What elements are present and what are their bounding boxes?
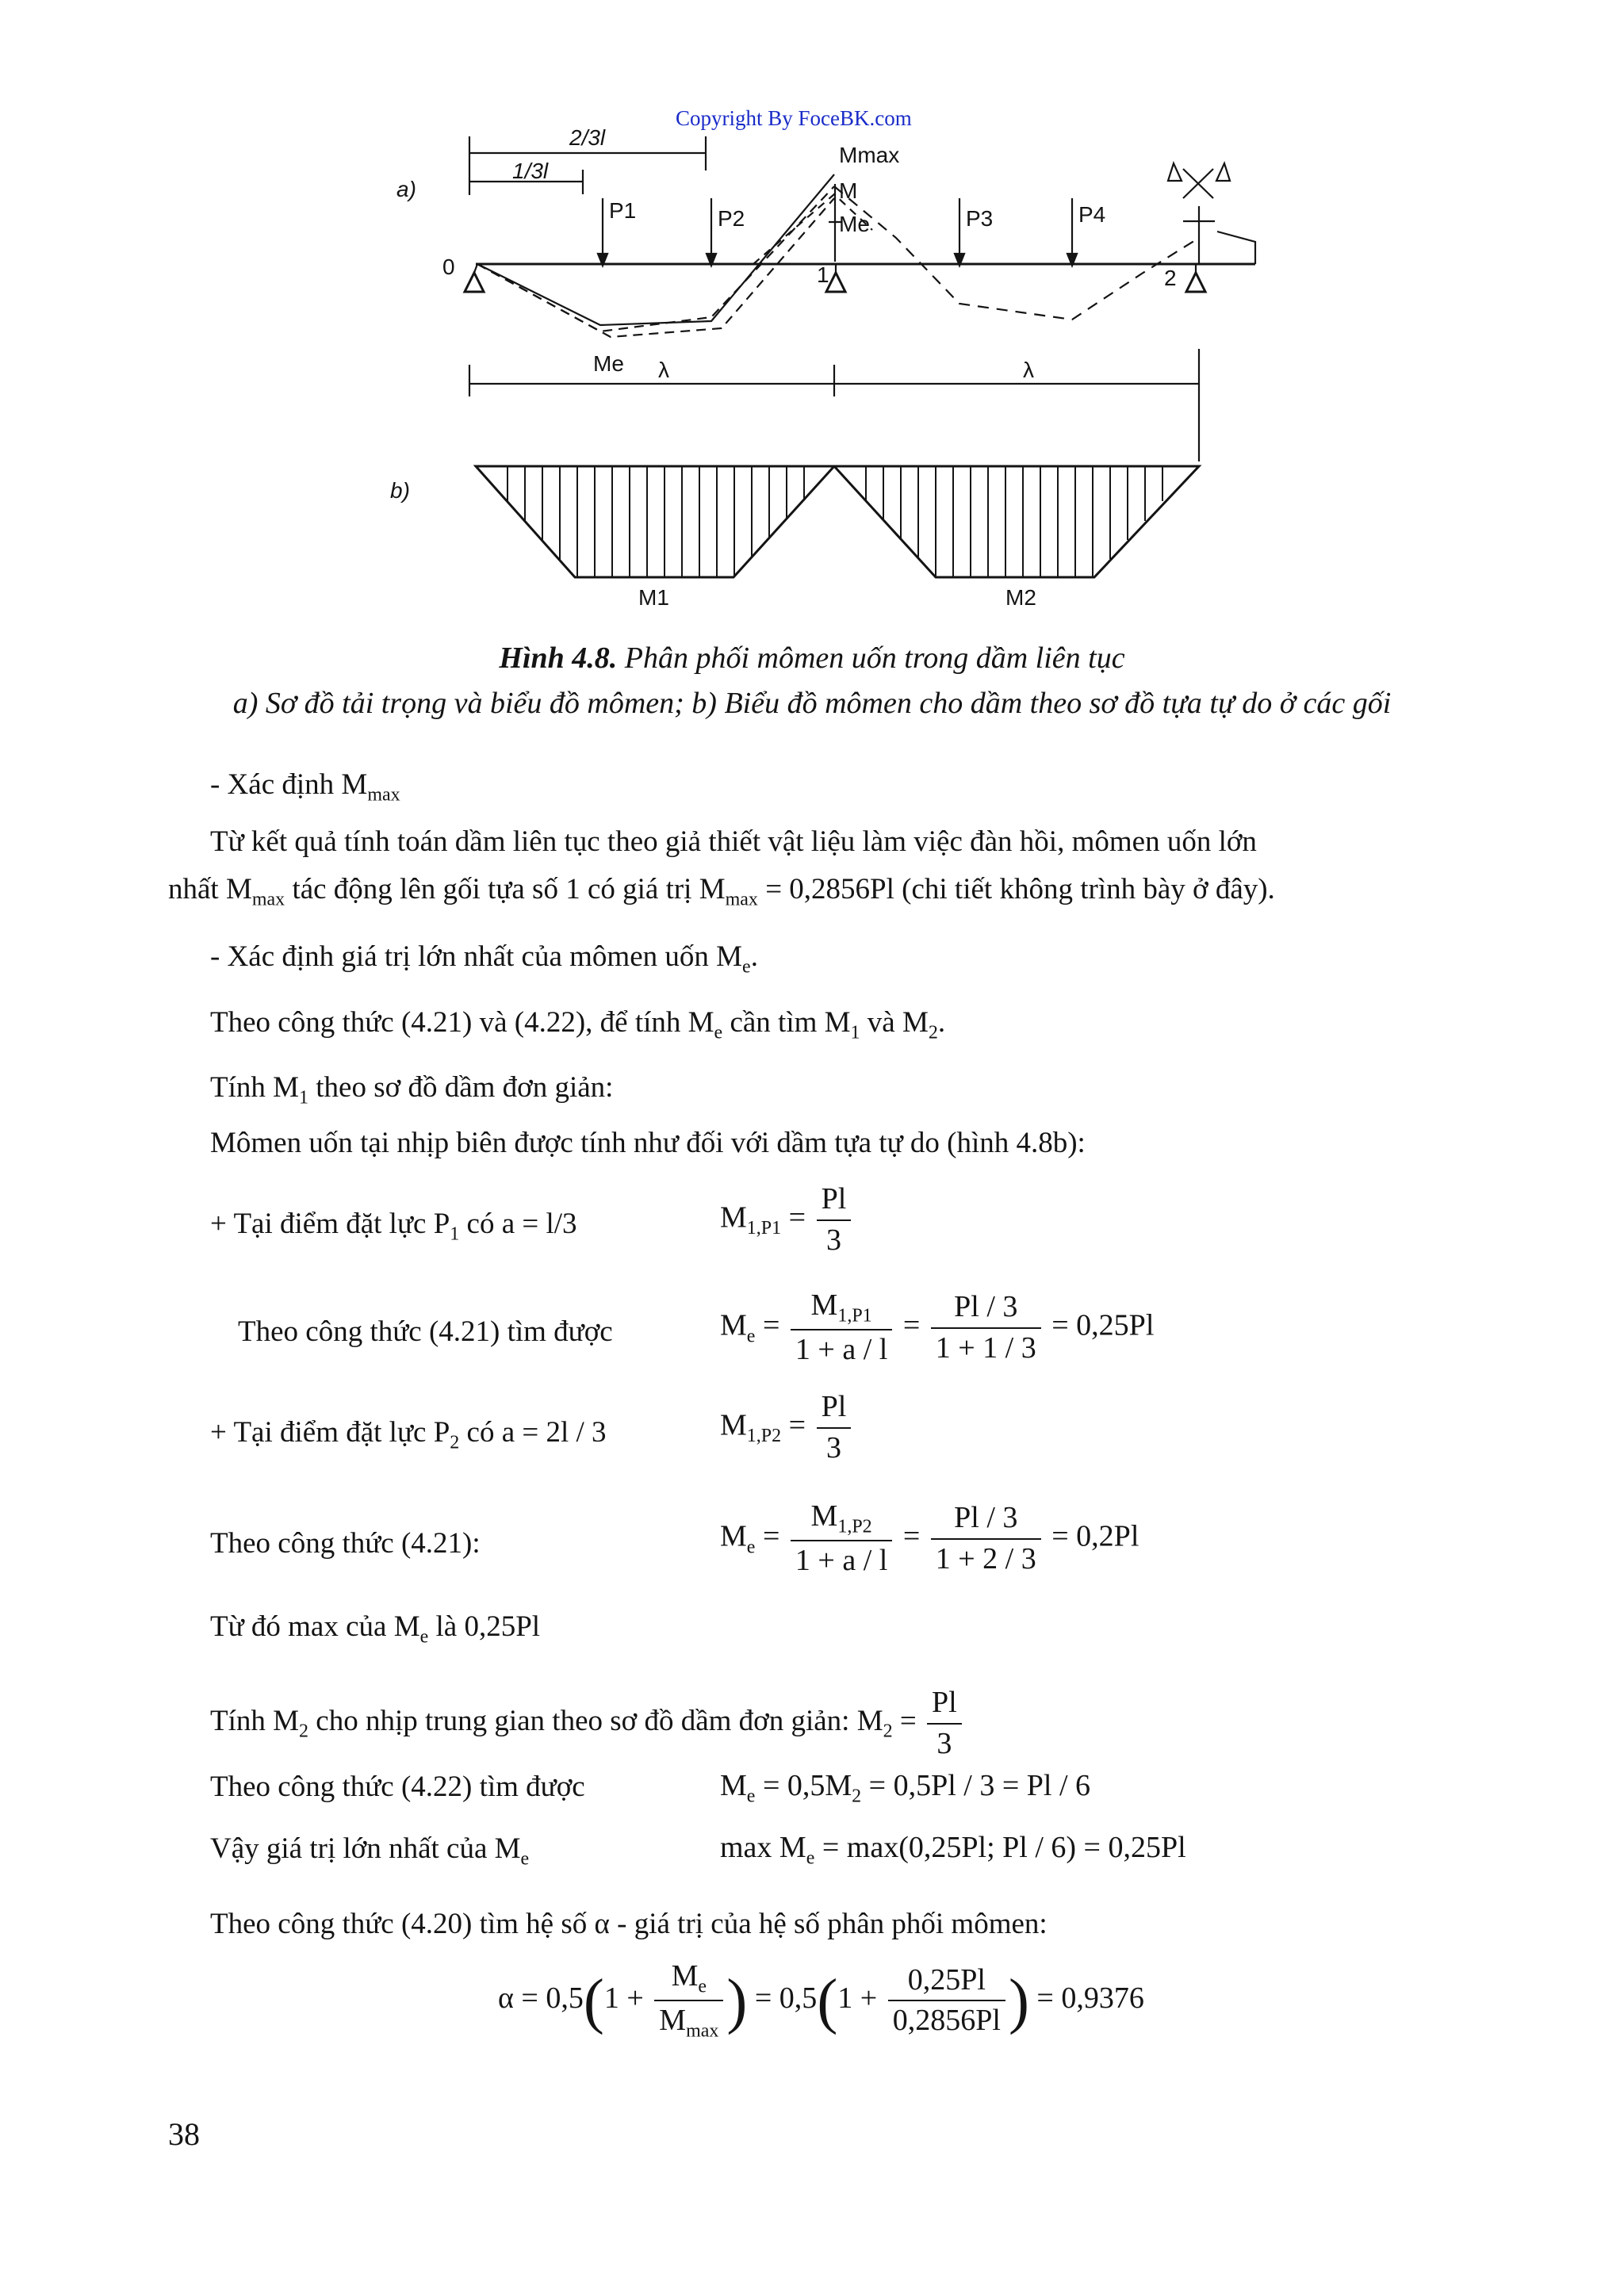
para-formula-421-p2: Theo công thức (4.21): bbox=[210, 1527, 481, 1560]
label-m1: M1 bbox=[638, 585, 669, 610]
label-m2: M2 bbox=[1005, 585, 1036, 610]
label-p3: P3 bbox=[966, 206, 994, 231]
label-m: M bbox=[839, 178, 858, 203]
figure-caption-subtitle: a) Sơ đồ tải trọng và biểu đồ mômen; b) Biểu đồ mômen cho dầm theo sơ đồ tựa tự do ở các gối bbox=[232, 687, 1392, 720]
para-result-line2: nhất $M_{max}$ tác động lên gối tựa số 1 có giá trị $M_{max} = 0,2856Pl$ (chi tiết không trình bày ở đây). bbox=[168, 873, 1275, 910]
para-formula-421-422: Theo công thức (4.21) và (4.22), để tính $M_e$ cần tìm $M_1$ và $M_2$. bbox=[210, 1006, 946, 1043]
para-compute-m2: Tính $M_2$ cho nhịp trung gian theo sơ đồ dầm đơn giản: $M_2$ = $\frac{Pl}{3}$ bbox=[210, 1685, 965, 1762]
eq-m1p2: $M_{1,P2}$ = $\frac{Pl}{3}$ bbox=[720, 1389, 854, 1466]
dim-2-3l: 2/3l bbox=[569, 125, 606, 150]
para-formula-422: Theo công thức (4.22) tìm được bbox=[210, 1771, 585, 1803]
label-p1: P1 bbox=[609, 198, 637, 223]
label-support-0: 0 bbox=[442, 255, 455, 279]
label-p2: P2 bbox=[718, 206, 745, 231]
label-me-top: Me bbox=[839, 212, 870, 236]
eq-me-m2: $M_e = 0,5M_2 = 0,5Pl / 3 = Pl / 6$ bbox=[720, 1769, 1091, 1807]
label-mmax: Mmax bbox=[839, 143, 900, 167]
label-p4: P4 bbox=[1078, 202, 1106, 227]
label-me-bottom: Me bbox=[593, 351, 624, 376]
page-number: 38 bbox=[168, 2116, 200, 2152]
figure-caption-title: Hình 4.8. Phân phối mômen uốn trong dầm liên tục bbox=[499, 641, 1125, 675]
eq-me-p2: $M_e$ = $\frac{M_{1,P2}}{1 + a / l}$ = $\frac{Pl / 3}{1 + 2 / 3}$ = 0,2Pl bbox=[720, 1499, 1139, 1578]
para-end-span: Mômen uốn tại nhịp biên được tính như đối với dầm tựa tự do (hình 4.8b): bbox=[210, 1127, 1086, 1159]
eq-me-p1: $M_e$ = $\frac{M_{1,P1}}{1 + a / l}$ = $\frac{Pl / 3}{1 + 1 / 3}$ = 0,25Pl bbox=[720, 1288, 1155, 1367]
label-lambda-2: λ bbox=[1023, 358, 1034, 382]
eq-m1p1: $M_{1,P1}$ = $\frac{Pl}{3}$ bbox=[720, 1181, 854, 1258]
label-support-2: 2 bbox=[1164, 266, 1177, 290]
para-point-p2: + Tại điểm đặt lực $P_2$ có a = 2l / 3 bbox=[210, 1416, 607, 1453]
watermark: Copyright By FoceBK.com bbox=[676, 106, 912, 130]
para-result-line1: Từ kết quả tính toán dầm liên tục theo giả thiết vật liệu làm việc đàn hồi, mômen uốn lớn bbox=[210, 825, 1257, 858]
fig-label-a: a) bbox=[396, 177, 416, 201]
para-max-value: Vậy giá trị lớn nhất của $M_e$ bbox=[210, 1832, 530, 1870]
label-support-1: 1 bbox=[817, 262, 829, 287]
fig-label-b: b) bbox=[390, 478, 410, 503]
para-determine-me: - Xác định giá trị lớn nhất của mômen uốn $M_e$. bbox=[210, 940, 758, 978]
beam-figure bbox=[0, 0, 1624, 634]
eq-alpha: α = 0,5(1 + $\frac{M_e}{M_{max}}$ ) = 0,5(1 + $\frac{0,25Pl}{0,2856Pl}$ ) = 0,9376 bbox=[498, 1959, 1144, 2042]
para-point-p1: + Tại điểm đặt lực $P_1$ có a = l/3 bbox=[210, 1208, 577, 1245]
para-max-me: Từ đó max của $M_e$ là 0,25Pl bbox=[210, 1610, 541, 1648]
para-formula-421-p1: Theo công thức (4.21) tìm được bbox=[238, 1315, 613, 1348]
para-determine-mmax: - Xác định $M_{max}$ bbox=[210, 768, 400, 806]
para-compute-m1: Tính $M_1$ theo sơ đồ dầm đơn giản: bbox=[210, 1071, 614, 1108]
label-lambda-1: λ bbox=[658, 358, 669, 382]
eq-max-me: $\max M_e = \max(0,25Pl$; Pl / 6) = 0,25Pl bbox=[720, 1831, 1186, 1869]
para-formula-420: Theo công thức (4.20) tìm hệ số α - giá trị của hệ số phân phối mômen: bbox=[210, 1908, 1048, 1940]
dim-1-3l: 1/3l bbox=[512, 159, 549, 183]
